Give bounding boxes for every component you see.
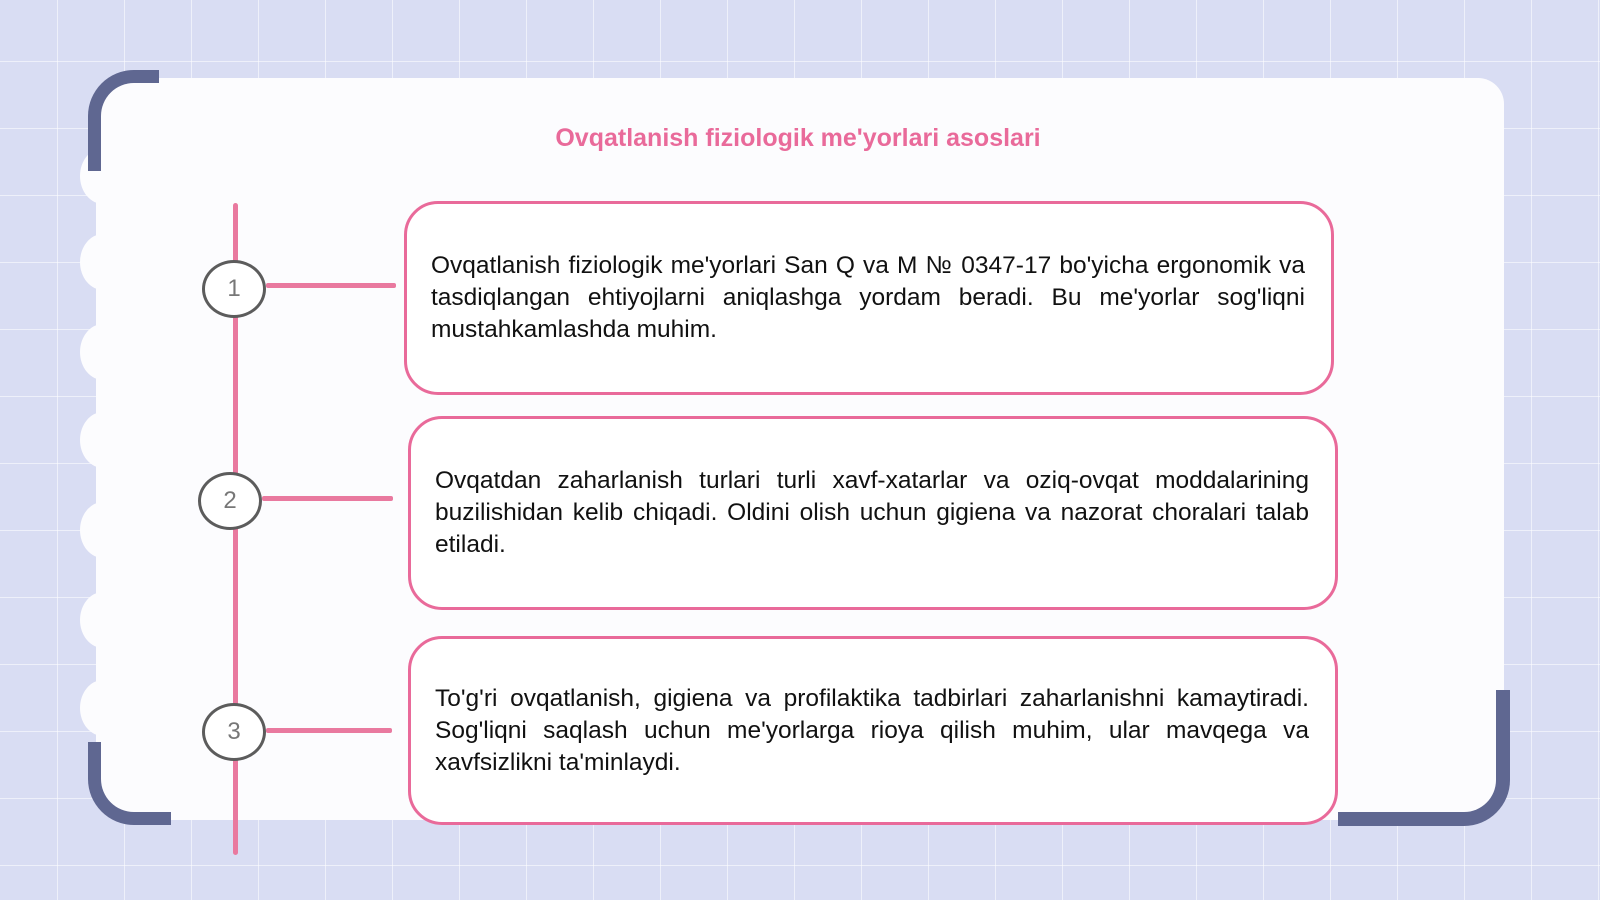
step-number-circle (198, 472, 262, 530)
step-number: 1 (227, 275, 241, 302)
slide-title-text: Ovqatlanish fiziologik me'yorlari asoslari (555, 124, 1041, 152)
card-text: To'g'ri ovqatlanish, gigiena va profilaktika tadbirlari zaharlanishni kamaytiradi. Sog'liqni saqlash uchun me'yorlarga rioya qilish muhim, ular mavqega va xavfsizlikni ta'minlaydi. (435, 684, 1309, 776)
content-card (408, 416, 1338, 610)
connector-line (266, 728, 392, 733)
frame-corner-top-left (88, 70, 159, 171)
slide-title (0, 124, 1600, 153)
paper-scallop (80, 324, 126, 380)
paper-scallop (80, 592, 126, 648)
paper-scallop (80, 412, 126, 468)
step-number-circle (202, 703, 266, 761)
content-card (408, 636, 1338, 825)
card-text: Ovqatlanish fiziologik me'yorlari San Q va M № 0347-17 bo'yicha ergonomik va tasdiqlangan ehtiyojlarni aniqlashga yordam beradi. Bu me'yorlar sog'liqni mustahkamlashda muhim. (431, 252, 1305, 343)
frame-corner-bottom-right (1338, 690, 1510, 826)
step-number-circle (202, 260, 266, 318)
paper-scallop (80, 680, 126, 736)
paper-scallop (80, 502, 126, 558)
step-number: 3 (227, 718, 241, 745)
step-number: 2 (223, 487, 237, 514)
paper-scallop (80, 234, 126, 290)
connector-line (262, 496, 393, 501)
content-card (404, 201, 1334, 395)
connector-line (266, 283, 396, 288)
frame-corner-bottom-left (88, 742, 171, 825)
card-text: Ovqatdan zaharlanish turlari turli xavf-xatarlar va oziq-ovqat moddalarining buzilishidan kelib chiqadi. Oldini olish uchun gigiena va nazorat choralari talab etiladi. (435, 467, 1309, 558)
